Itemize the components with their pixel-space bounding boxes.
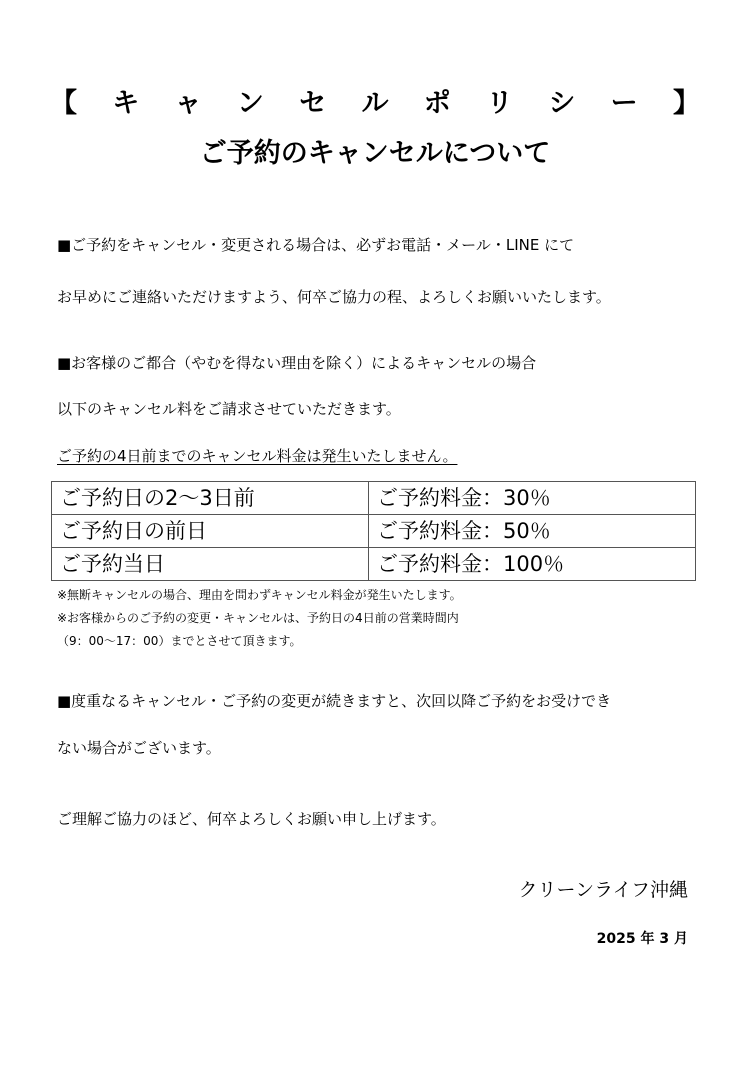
title-char: ー [610,88,638,119]
table-row [52,482,696,515]
note-deadline-line2: （9：00～17：00）までとさせて頂きます。 [57,634,302,648]
note-no-show: ※無断キャンセルの場合、理由を問わずキャンセル料金が発生いたします。 [57,588,462,602]
fee-rate-cell: ご予約料金：30％ [369,482,696,515]
title-char: シ [548,88,576,119]
title-char: リ [486,88,514,119]
fee-timing-cell: ご予約日の前日 [52,515,369,548]
repeat-cancel-warning-line1: ■度重なるキャンセル・ご予約の変更が続きますと、次回以降ご予約をお受けでき [57,692,612,710]
page-title [50,84,700,124]
title-char: キ [112,88,140,119]
fee-rate-cell: ご予約料金：50％ [369,515,696,548]
fee-condition-line1: ■お客様のご都合（やむを得ない理由を除く）によるキャンセルの場合 [57,354,537,372]
title-char: ン [236,88,264,119]
contact-notice-line1: ■ご予約をキャンセル・変更される場合は、必ずお電話・メール・LINE にて [57,236,575,254]
fee-rate-cell: ご予約料金：100％ [369,548,696,581]
title-char: セ [299,88,327,119]
page-subtitle: ご予約のキャンセルについて [199,138,551,169]
cancellation-fee-table [51,481,696,581]
issue-date: 2025 年 3 月 [596,931,688,947]
title-char: 【 [50,88,77,119]
title-char: 】 [672,88,700,119]
title-char: ポ [423,88,451,119]
repeat-cancel-warning-line2: ない場合がございます。 [57,739,221,757]
title-char: ャ [174,88,202,119]
contact-notice-line2: お早めにご連絡いただけますよう、何卒ご協力の程、よろしくお願いいたします。 [57,288,611,306]
table-row [52,515,696,548]
fee-timing-cell: ご予約日の2～3日前 [52,482,369,515]
note-deadline-line1: ※お客様からのご予約の変更・キャンセルは、予約日の4日前の営業時間内 [57,611,459,625]
thanks-message: ご理解ご協力のほど、何卒よろしくお願い申し上げます。 [57,810,446,828]
fee-timing-cell: ご予約当日 [52,548,369,581]
company-name: クリーンライフ沖縄 [518,879,688,901]
fee-condition-line2: 以下のキャンセル料をご請求させていただきます。 [57,400,401,418]
title-char: ル [361,88,389,119]
free-cancellation-note: ご予約の4日前までのキャンセル料金は発生いたしません。 [57,447,458,465]
table-row [52,548,696,581]
